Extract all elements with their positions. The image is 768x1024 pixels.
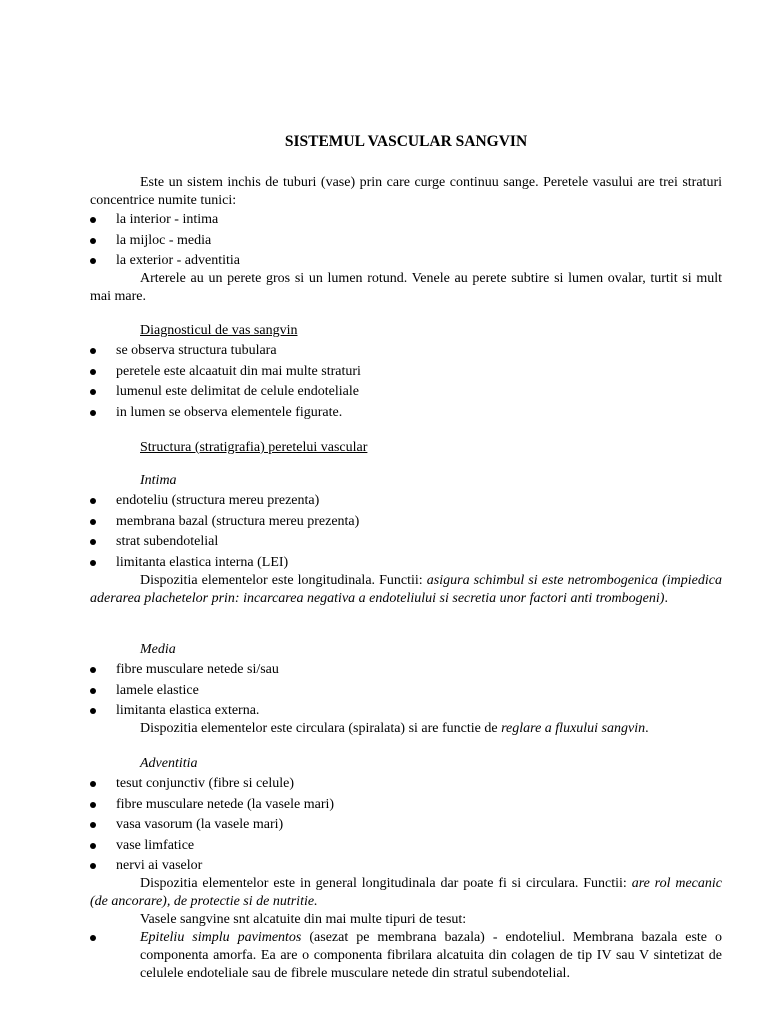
media-description: Dispozitia elementelor este circulara (spiralata) si are functie de reglare a fluxului sangvin. (140, 721, 649, 736)
list-item: lumenul este delimitat de celule endoteliale (90, 383, 722, 404)
list-item: tesut conjunctiv (fibre si celule) (90, 775, 722, 796)
media-list (90, 661, 722, 720)
bullet-icon (90, 935, 96, 941)
list-item: Epiteliu simplu pavimentos (asezat pe membrana bazala) - endoteliul. Membrana bazala este o componenta amorfa. Ea are o componenta fibrilara alcatuita din colagen de tip IV sau V sintetizat de celulele endoteliale sau de fibrele musculare netede din stratul subendotelial. (90, 929, 722, 983)
media-heading: Media (140, 642, 176, 657)
list-item: la interior - intima (90, 211, 722, 232)
bullet-icon (90, 843, 96, 849)
bullet-icon (90, 258, 96, 264)
diagnostic-section (90, 322, 722, 424)
intro-paragraph: Este un sistem inchis de tuburi (vase) prin care curge continuu sange. Peretele vasului are trei straturi concentrice numite tunici: (90, 175, 722, 208)
tissues-intro: Vasele sangvine snt alcatuite din mai multe tipuri de tesut: (140, 912, 467, 927)
list-item: fibre musculare netede si/sau (90, 661, 722, 682)
list-item: peretele este alcaatuit din mai multe straturi (90, 363, 722, 384)
list-item: la exterior - adventitia (90, 252, 722, 270)
diagnostic-list (90, 342, 722, 424)
bullet-icon (90, 667, 96, 673)
list-item: vasa vasorum (la vasele mari) (90, 816, 722, 837)
structure-heading: Structura (stratigrafia) peretelui vascular (140, 440, 368, 455)
bullet-icon (90, 519, 96, 525)
intima-description: Dispozitia elementelor este longitudinala. Functii: asigura schimbul si este netrombogenica (impiedica aderarea plachetelor prin: incarcarea negativa a endoteliului si secretia unor factori anti trombogeni). (90, 572, 722, 606)
bullet-icon (90, 498, 96, 504)
list-item: strat subendotelial (90, 533, 722, 554)
page-title: SISTEMUL VASCULAR SANGVIN (284, 133, 528, 150)
diagnostic-heading: Diagnosticul de vas sangvin (140, 323, 298, 338)
list-item: in lumen se observa elementele figurate. (90, 404, 722, 425)
bullet-icon (90, 802, 96, 808)
bullet-icon (90, 560, 96, 566)
bullet-icon (90, 238, 96, 244)
adventitia-description: Dispozitia elementelor este in general longitudinala dar poate fi si circulara. Functii: are rol mecanic (de ancorare), de protectie si de nutritie. (90, 876, 722, 909)
structure-section (90, 439, 722, 457)
list-item: limitanta elastica interna (LEI) (90, 554, 722, 572)
list-item: endoteliu (structura mereu prezenta) (90, 492, 722, 513)
bullet-icon (90, 389, 96, 395)
bullet-icon (90, 539, 96, 545)
bullet-icon (90, 688, 96, 694)
intima-heading: Intima (140, 473, 177, 488)
arteries-paragraph: Arterele au un perete gros si un lumen rotund. Venele au perete subtire si lumen ovalar, turtit si mult mai mare. (90, 271, 722, 304)
list-item: vase limfatice (90, 837, 722, 858)
media-section (90, 641, 722, 738)
list-item: lamele elastice (90, 682, 722, 703)
intima-list (90, 492, 722, 572)
list-item: se observa structura tubulara (90, 342, 722, 363)
bullet-icon (90, 348, 96, 354)
tunici-list (90, 211, 722, 270)
tissues-list (90, 929, 722, 983)
adventitia-heading: Adventitia (140, 756, 198, 771)
adventitia-list (90, 775, 722, 875)
bullet-icon (90, 863, 96, 869)
list-item: nervi ai vaselor (90, 857, 722, 875)
list-item: fibre musculare netede (la vasele mari) (90, 796, 722, 817)
bullet-icon (90, 369, 96, 375)
list-item: la mijloc - media (90, 232, 722, 253)
bullet-icon (90, 781, 96, 787)
bullet-icon (90, 410, 96, 416)
bullet-icon (90, 217, 96, 223)
intima-section (90, 472, 722, 608)
intro-section (90, 174, 722, 306)
adventitia-section (90, 755, 722, 983)
list-item: membrana bazal (structura mereu prezenta) (90, 513, 722, 534)
list-item: limitanta elastica externa. (90, 702, 722, 720)
bullet-icon (90, 822, 96, 828)
bullet-icon (90, 708, 96, 714)
